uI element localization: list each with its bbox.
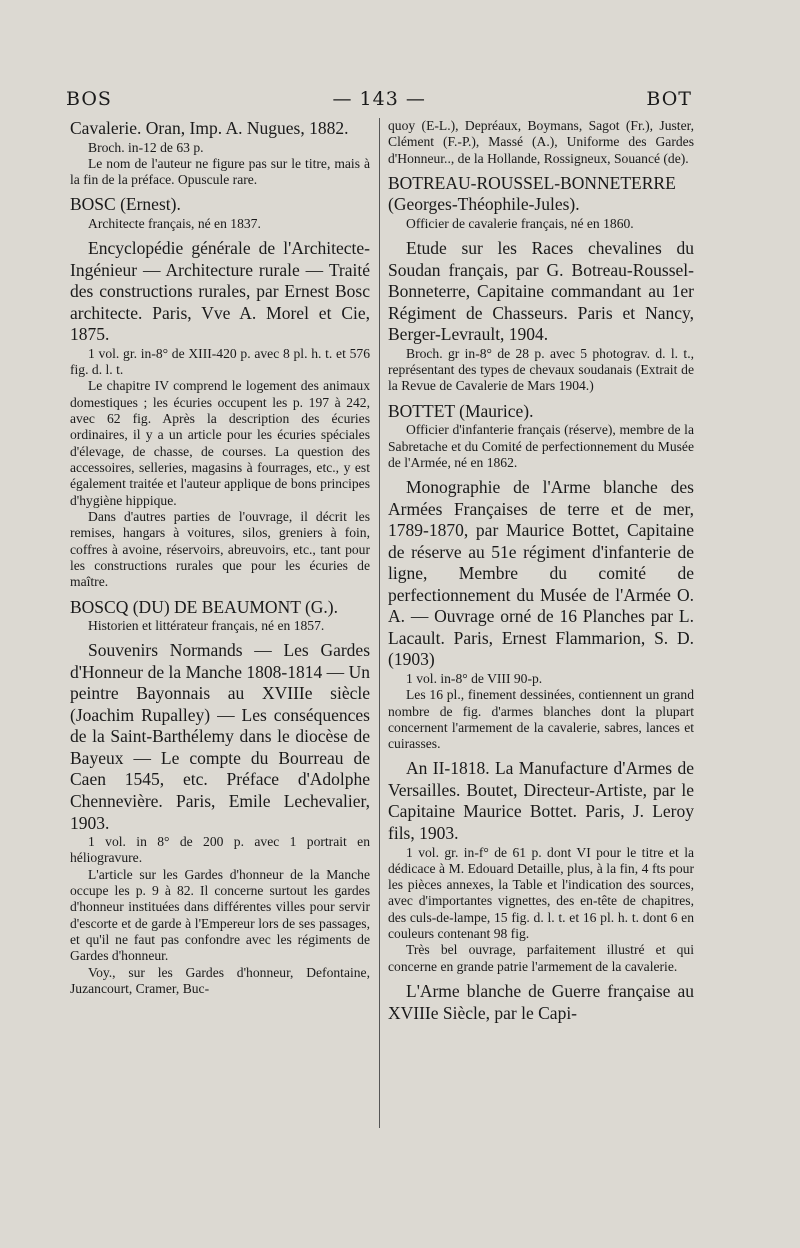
paragraph: Encyclopédie générale de l'Architecte-Ingénieur — Architecture rurale — Traité des constructions rurales, par Ernest Bosc architecte. Paris, Vve A. Morel et Cie, 1875. xyxy=(70,238,370,345)
paragraph: 1 vol. in-8° de VIII 90-p. xyxy=(406,670,543,686)
paragraph: quoy (E-L.), Depréaux, Boymans, Sagot (Fr.), Juster, Clément (F.-P.), Massé (A.), Uniforme des Gardes d'Honneur.., de la Hollande, Rossigneux, Souancé (de). xyxy=(388,118,694,166)
entry-heading: BOSCQ (DU) DE BEAUMONT (G.). xyxy=(70,596,339,617)
left-column xyxy=(70,118,370,997)
paragraph: Broch. in-12 de 63 p. xyxy=(88,139,204,155)
header-right: BOT xyxy=(646,88,692,110)
header-left: BOS xyxy=(66,88,112,110)
paragraph: Les 16 pl., finement dessinées, contiennent un grand nombre de fig. d'armes blanches dont la plupart concernent l'armement de la cavalerie, sabres, lances et cuirasses. xyxy=(388,687,694,752)
paragraph: Monographie de l'Arme blanche des Armées Françaises de terre et de mer, 1789-1870, par Maurice Bottet, Capitaine de réserve au 51e régiment d'infanterie de ligne, Membre du comité de perfectionnement du Musée de l'Armée O. A. — Ouvrage orné de 16 Planches par L. Lacault. Paris, Ernest Flammarion, S. D. (1903) xyxy=(388,477,694,670)
paragraph: L'Arme blanche de Guerre française au XVIIIe Siècle, par le Capi- xyxy=(388,981,694,1023)
paragraph: Broch. gr in-8° de 28 p. avec 5 photograv. d. l. t., représentant des types de chevaux soudanais (Extrait de la Revue de Cavalerie de Mars 1904.) xyxy=(388,345,694,394)
paragraph: An II-1818. La Manufacture d'Armes de Versailles. Boutet, Directeur-Artiste, par le Capitaine Maurice Bottet. Paris, J. Leroy fils, 1903. xyxy=(388,758,694,843)
right-column xyxy=(388,118,694,1024)
paragraph: L'article sur les Gardes d'honneur de la Manche occupe les p. 9 à 82. Il concerne surtout les gardes d'honneur instituées dans différentes villes pour servir d'escorte et de garde à l'Empereur lors de ses passages, et qu'il ne faut pas confondre avec les régiments de Gardes d'honneur. xyxy=(70,866,370,964)
entry-heading: BOTREAU-ROUSSEL-BONNETERRE (Georges-Théophile-Jules). xyxy=(388,172,676,215)
paragraph: 1 vol. in 8° de 200 p. avec 1 portrait en héliogravure. xyxy=(70,834,370,866)
paragraph: Historien et littérateur français, né en 1857. xyxy=(88,618,325,634)
paragraph: 1 vol. gr. in-f° de 61 p. dont VI pour le titre et la dédicace à M. Edouard Detaille, plus, à la fin, 4 fts pour les pièces annexes, la Table et l'indication des sources, avec d'importantes vignettes, des en-tête de chapitres, des culs-de-lampe, 15 fig. d. l. t. et 16 pl. h. t. dont 6 en couleurs contenant 98 fig. xyxy=(388,844,694,942)
page-header xyxy=(66,88,692,110)
paragraph: Très bel ouvrage, parfaitement illustré et qui concerne en grande patrie l'armement de la cavalerie. xyxy=(388,942,694,974)
paragraph: Officier de cavalerie français, né en 1860. xyxy=(406,215,634,231)
paragraph: Souvenirs Normands — Les Gardes d'Honneur de la Manche 1808-1814 — Un peintre Bayonnais au XVIIIe siècle (Joachim Rupalley) — Les conséquences de la Saint-Barthélemy dans le diocèse de Bayeux — Le compte du Bourreau de Caen 1545, etc. Préface d'Adolphe Chennevière. Paris, Emile Lechevalier, 1903. xyxy=(70,640,370,833)
entry-heading: BOTTET (Maurice). xyxy=(388,400,534,421)
paragraph: Cavalerie. Oran, Imp. A. Nugues, 1882. xyxy=(70,118,349,138)
column-divider xyxy=(379,118,380,1128)
paragraph: 1 vol. gr. in-8° de XIII-420 p. avec 8 pl. h. t. et 576 fig. d. l. t. xyxy=(70,345,370,378)
paragraph: Architecte français, né en 1837. xyxy=(88,215,261,231)
paragraph: Officier d'infanterie français (réserve), membre de la Sabretache et du Comité de perfectionnement du Musée de l'Armée, né en 1862. xyxy=(388,422,694,470)
page-number: — 143 — xyxy=(332,88,426,110)
entry-heading: BOSC (Ernest). xyxy=(70,194,181,215)
paragraph: Le chapitre IV comprend le logement des animaux domestiques ; les écuries occupent les p. 197 à 242, avec 62 fig. Après la description des écuries ordinaires, il y a un article pour les écuries spéciales d'élevage, de chasse, de courses. La question des accessoires, selleries, magasins à fourrages, etc., y est également traitée et l'auteur applique de bons principes d'hygiène hippique. xyxy=(70,378,370,508)
paragraph: Le nom de l'auteur ne figure pas sur le titre, mais à la fin de la préface. Opuscule rare. xyxy=(70,155,370,188)
paragraph: Dans d'autres parties de l'ouvrage, il décrit les remises, hangars à voitures, silos, greniers à foin, coffres à avoine, réservoirs, abreuvoirs, etc., tant pour les constructions rurales que pour les écuries de maître. xyxy=(70,508,370,590)
paragraph: Etude sur les Races chevalines du Soudan français, par G. Botreau-Roussel-Bonneterre, Capitaine commandant au 1er Régiment de Chasseurs. Paris et Nancy, Berger-Levrault, 1904. xyxy=(388,238,694,345)
paragraph: Voy., sur les Gardes d'honneur, Defontaine, Juzancourt, Cramer, Buc- xyxy=(70,964,370,996)
